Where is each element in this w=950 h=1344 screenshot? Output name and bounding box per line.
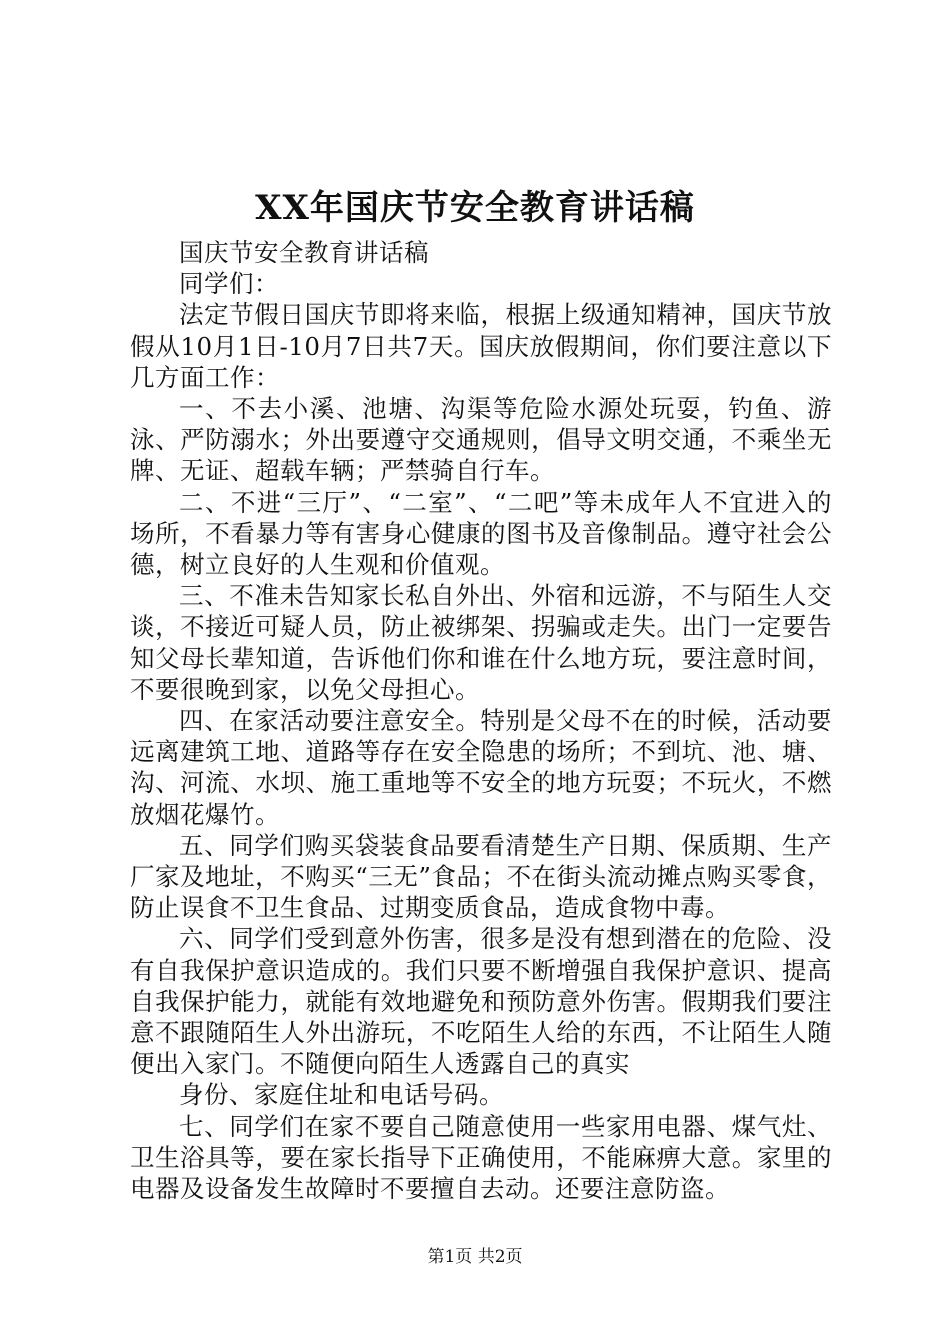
paragraph-intro: 法定节假日国庆节即将来临，根据上级通知精神，国庆节放假从10月1日-10月7日共7天。国庆放假期间，你们要注意以下几方面工作： [130, 300, 832, 392]
document-title: XX年国庆节安全教育讲话稿 [255, 188, 695, 228]
paragraph-item-2: 二、不进“三厅”、“二室”、“二吧”等未成年人不宜进入的场所，不看暴力等有害身心健康的图书及音像制品。遵守社会公德，树立良好的人生观和价值观。 [130, 487, 832, 580]
paragraph-salutation: 同学们： [179, 269, 279, 299]
paragraph-item-5: 五、同学们购买袋装食品要看清楚生产日期、保质期、生产厂家及地址，不购买“三无”食品；不在街头流动摊点购买零食，防止误食不卫生食品、过期变质食品，造成食物中毒。 [130, 830, 832, 923]
paragraph-item-6: 六、同学们受到意外伤害，很多是没有想到潜在的危险、没有自我保护意识造成的。我们只要不断增强自我保护意识、提高自我保护能力，就能有效地避免和预防意外伤害。假期我们要注意不跟随陌生人外出游玩，不吃陌生人给的东西，不让陌生人随便出入家门。不随便向陌生人透露自己的真实 [130, 924, 832, 1079]
paragraph-item-3: 三、不准未告知家长私自外出、外宿和远游，不与陌生人交谈，不接近可疑人员，防止被绑架、拐骗或走失。出门一定要告知父母长辈知道，告诉他们你和谁在什么地方玩，要注意时间，不要很晚到家，以免父母担心。 [130, 581, 832, 704]
paragraph-subtitle: 国庆节安全教育讲话稿 [179, 238, 429, 267]
paragraph-item-7: 七、同学们在家不要自己随意使用一些家用电器、煤气灶、卫生浴具等，要在家长指导下正确使用，不能麻痹大意。家里的电器及设备发生故障时不要擅自去动。还要注意防盗。 [130, 1111, 832, 1204]
paragraph-item-1: 一、不去小溪、池塘、沟渠等危险水源处玩耍，钓鱼、游泳、严防溺水；外出要遵守交通规则，倡导文明交通，不乘坐无牌、无证、超载车辆；严禁骑自行车。 [130, 394, 832, 486]
paragraph-item-4: 四、在家活动要注意安全。特别是父母不在的时候，活动要远离建筑工地、道路等存在安全隐患的场所；不到坑、池、塘、沟、河流、水坝、施工重地等不安全的地方玩耍；不玩火，不燃放烟花爆竹。 [130, 706, 832, 829]
document-body [130, 237, 832, 1204]
page-footer: 第1页 共2页 [427, 1247, 523, 1267]
paragraph-item-6-continued: 身份、家庭住址和电话号码。 [179, 1080, 504, 1110]
